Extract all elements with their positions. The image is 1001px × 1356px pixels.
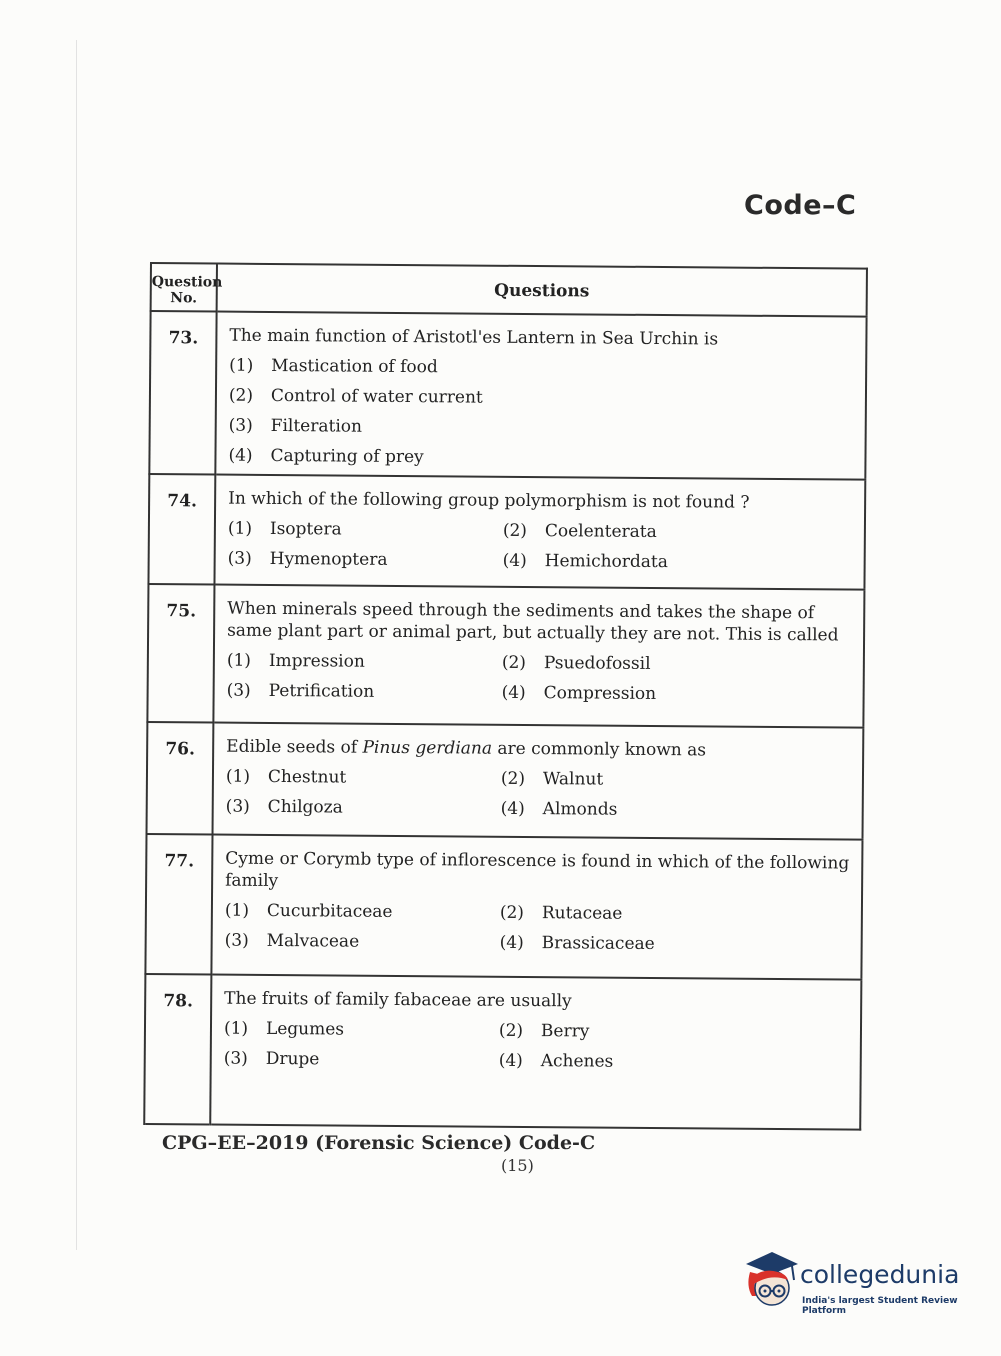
option xyxy=(500,902,857,927)
question-body xyxy=(213,585,864,728)
collegedunia-watermark xyxy=(742,1250,972,1314)
paper-code: Code–C xyxy=(744,190,857,221)
option-text: Capturing of prey xyxy=(270,445,424,468)
options-grid xyxy=(224,1018,856,1075)
options-grid xyxy=(226,766,858,823)
option-label: (4) xyxy=(498,1050,523,1071)
option xyxy=(225,930,500,954)
question-number: 74. xyxy=(148,474,215,585)
option-text: Cucurbitaceae xyxy=(266,900,393,922)
question-number: 75. xyxy=(147,584,214,723)
option-label: (3) xyxy=(226,680,251,701)
option-text: Petrification xyxy=(268,680,375,702)
option xyxy=(226,796,501,820)
option xyxy=(499,1050,856,1075)
option-text: Walnut xyxy=(542,769,604,790)
option-label: (2) xyxy=(500,768,526,789)
option xyxy=(503,520,860,545)
option-label: (4) xyxy=(228,445,253,466)
option-label: (4) xyxy=(502,550,527,571)
option xyxy=(501,768,858,793)
option-text: Rutaceae xyxy=(541,903,623,924)
question-text: The main function of Aristotl'es Lantern in Sea Urchin is xyxy=(229,325,719,350)
option-label: (3) xyxy=(223,1048,248,1069)
page-number: (15) xyxy=(501,1156,534,1175)
question-body xyxy=(210,975,861,1130)
option xyxy=(229,385,861,412)
question-text xyxy=(226,736,858,763)
brand-tagline: India's largest Student Review Platform xyxy=(802,1296,958,1316)
option-text: Hymenoptera xyxy=(269,548,388,570)
option xyxy=(227,650,502,674)
question-body xyxy=(215,312,866,480)
column-header-questions: Questions xyxy=(217,264,867,317)
option-text: Isoptera xyxy=(269,518,342,540)
option xyxy=(502,652,859,677)
brand-name: collegedunia xyxy=(800,1260,960,1289)
option-text: Psuedofossil xyxy=(543,653,651,674)
option xyxy=(226,766,501,790)
question-body xyxy=(213,723,864,840)
option-label: (2) xyxy=(499,902,525,923)
option xyxy=(225,900,500,924)
option xyxy=(228,548,503,572)
option-text: Legumes xyxy=(265,1018,345,1040)
question-number: 78. xyxy=(144,974,211,1125)
option-label: (1) xyxy=(227,518,253,539)
option-label: (4) xyxy=(500,798,525,819)
question-number: 73. xyxy=(149,311,216,475)
option xyxy=(502,682,859,707)
option-label: (3) xyxy=(224,930,249,951)
mascot-icon xyxy=(742,1250,798,1310)
option-text: Malvaceae xyxy=(266,930,360,952)
option-text: Control of water current xyxy=(270,385,483,408)
question-row xyxy=(147,722,864,840)
option-label: (3) xyxy=(227,548,252,569)
option xyxy=(229,415,861,442)
question-table-wrapper xyxy=(143,262,868,1131)
option-text: Compression xyxy=(543,683,657,704)
option-text: Impression xyxy=(268,650,365,672)
option xyxy=(500,932,857,957)
question-table xyxy=(143,262,868,1131)
question-row xyxy=(144,974,861,1130)
option-text: Drupe xyxy=(265,1048,320,1070)
question-number: 77. xyxy=(145,834,212,975)
exam-footer: CPG–EE–2019 (Forensic Science) Code-C xyxy=(162,1132,596,1154)
option-text: Coelenterata xyxy=(544,521,657,542)
question-number: 76. xyxy=(147,722,214,835)
option xyxy=(228,518,503,542)
column-header-number: Question No. xyxy=(151,263,217,312)
question-text: Cyme or Corymb type of inflorescence is found in which of the following family xyxy=(225,848,850,892)
question-text: In which of the following group polymorphism is not found ? xyxy=(228,488,750,513)
option-label: (1) xyxy=(225,766,251,787)
option-text: Achenes xyxy=(540,1051,614,1072)
option-text: Brassicaceae xyxy=(541,933,655,954)
option xyxy=(224,1018,499,1042)
option xyxy=(229,355,861,382)
option-text: Mastication of food xyxy=(271,355,438,378)
options-grid xyxy=(227,650,859,707)
question-body xyxy=(214,475,865,590)
option xyxy=(228,445,860,472)
option xyxy=(227,680,502,704)
option xyxy=(503,550,860,575)
option xyxy=(224,1048,499,1072)
option-label: (4) xyxy=(499,932,524,953)
option-label: (4) xyxy=(501,682,526,703)
option xyxy=(501,798,858,823)
option-label: (1) xyxy=(223,1018,249,1039)
options-list xyxy=(228,355,861,472)
option-label: (2) xyxy=(228,385,254,406)
question-text: The fruits of family fabaceae are usually xyxy=(224,988,572,1012)
option-text: Chestnut xyxy=(267,766,347,788)
species-name: Pinus gerdiana xyxy=(362,737,493,759)
question-text-before: Edible seeds of xyxy=(226,736,363,758)
question-body xyxy=(211,835,862,980)
question-row xyxy=(145,834,862,980)
option-text: Filteration xyxy=(270,415,363,437)
option-text: Almonds xyxy=(542,799,618,820)
option-label: (1) xyxy=(224,900,250,921)
options-grid xyxy=(228,518,860,575)
option xyxy=(499,1020,856,1045)
option-label: (2) xyxy=(498,1020,524,1041)
options-grid xyxy=(225,900,857,957)
option-label: (1) xyxy=(226,650,252,671)
question-text: When minerals speed through the sediments and takes the shape of same plant part or animal part, but actually they are not. This is called xyxy=(227,598,839,646)
option-text: Chilgoza xyxy=(267,796,343,818)
question-row xyxy=(147,584,864,728)
question-row xyxy=(148,474,865,590)
question-row xyxy=(149,311,866,480)
page-margin-line xyxy=(76,40,77,1250)
option-label: (3) xyxy=(228,415,253,436)
option-text: Berry xyxy=(540,1021,590,1042)
question-text-after: are commonly known as xyxy=(491,738,707,761)
option-label: (3) xyxy=(225,796,250,817)
option-label: (1) xyxy=(229,355,254,376)
option-label: (2) xyxy=(501,652,527,673)
option-label: (2) xyxy=(502,520,528,541)
option-text: Hemichordata xyxy=(544,551,669,573)
